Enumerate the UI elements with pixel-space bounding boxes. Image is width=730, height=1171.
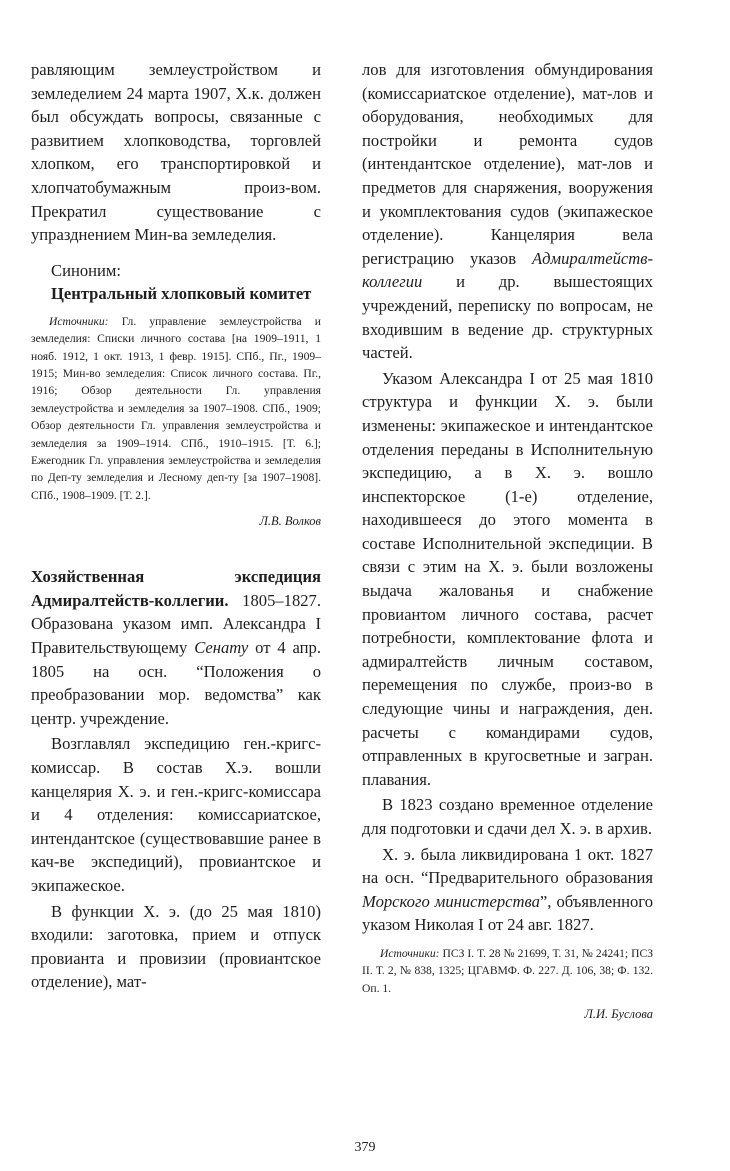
author-signature-1: Л.В. Волков xyxy=(259,514,321,529)
sources-text-2: ПСЗ I. Т. 28 № 21699, Т. 31, № 24241; ПСЗ II. Т. 2, № 838, 1325; ЦГАВМФ. Ф. 227. Д. 106, 38; Ф. 132. Оп. 1. xyxy=(362,946,653,995)
article-entry xyxy=(31,565,321,994)
right-paragraph-4 xyxy=(362,843,653,937)
right-p1-text: лов для изготовления обмундирования (комиссариатское отделение), мат-лов и оборудования, необходимых для постройки и ремонта судов (интендантское отделение), мат-лов и предметов для снаряжения, вооружения и укомплектования судов (экипажеское отделение). Канцелярия вела регистрацию указов xyxy=(362,60,653,268)
synonym-label: Синоним: xyxy=(51,260,121,280)
admiralty-italic: Адмиралтейств-коллегии xyxy=(362,248,653,292)
right-paragraph-2: Указом Александра I от 25 мая 1810 структура и функции Х. э. были изменены: экипажеское и интендантское отделения переданы в Исполнительную экспедицию, а в Х. э. вошло инспекторское (1-е) отделение, находившееся до этого момента в составе Исполнительной экспедиции. В связи с этим на Х. э. были возложены выдача жалованья и снабжение провиантом личного состава, расчет потребности, комплектование флота и адмиралтейств личным составом, перемещения по службе, произ-во в следующие чины и награждения, ден. расчеты с командирами судов, отправленных в кругосветные и загран. плавания. xyxy=(362,368,653,789)
sources-text: Гл. управление землеустройства и земледелия: Списки личного состава [на 1909–1911, 1 нояб. 1912, 1 окт. 1913, 1 февр. 1915]. СПб., Пг., 1909–1915; Мин-во земледелия: Список личного состава. Пг., 1916; Обзор деятельности Гл. управления землеустройства и земледелия за 1907–1908. СПб., 1909; Обзор деятельности Гл. управления землеустройства и земледелия за 1909–1914. СПб., 1910–1915. [Т. 6.]; Ежегодник Гл. управления землеустройства и земледелия по Деп-ту земледелия и Лесному деп-ту [за 1907–1908]. СПб., 1908–1909. [Т. 2.]. xyxy=(31,314,321,502)
sources-label-2: Источники: xyxy=(380,946,440,960)
right-column xyxy=(362,58,653,1022)
right-paragraph-1 xyxy=(362,58,653,365)
entry-title: Хозяйственная экспедиция Адмиралтейств-коллегии. xyxy=(31,567,321,610)
page-number: 379 xyxy=(354,1140,376,1155)
right-paragraph-3: В 1823 создано временное отделение для подготовки и сдачи дел Х. э. в архив. xyxy=(362,795,653,838)
entry-text-cont: от 4 апр. 1805 на осн. “Положения о преобразовании мор. ведомства” как центр. учреждение. xyxy=(31,638,321,728)
right-p4-cont: ”, объявленного указом Николая I от 24 авг. 1827. xyxy=(362,891,653,935)
sources-label: Источники: xyxy=(49,314,109,328)
continuation-paragraph: равляющим землеустройством и земледелием 24 марта 1907, Х.к. должен был обсуждать вопросы, связанные с развитием хлопководства, торговлей хлопком, его транспортировкой и хлопчатобумажным произ-вом. Прекратил существование с упразднением Мин-ва земледелия. xyxy=(31,60,321,245)
sources-block-1 xyxy=(31,313,321,504)
entry-paragraph-2: Возглавлял экспедицию ген.-кригс-комиссар. В состав Х.э. вошли канцелярия Х. э. и ген.-кригс-комиссара и 4 отделения: комиссариатское, интендантское (существовавшие ранее в кач-ве экспедиций), провиантское и экипажеское. xyxy=(31,734,321,895)
senate-italic: Сенату xyxy=(194,638,249,657)
entry-paragraph-1 xyxy=(31,565,321,730)
right-p1-cont: и др. вышестоящих учреждений, переписку по вопросам, не входившим в ведение др. структурных частей. xyxy=(362,272,653,363)
right-p4-text: Х. э. была ликвидирована 1 окт. 1827 на осн. “Предварительного образования xyxy=(362,844,653,888)
left-column xyxy=(31,58,321,994)
entry-paragraph-3: В функции Х. э. (до 25 мая 1810) входили: заготовка, прием и отпуск провианта и провизии (провиантское отделение), мат- xyxy=(31,901,321,992)
sources-block-2 xyxy=(362,945,653,997)
author-signature-2: Л.И. Буслова xyxy=(584,1007,653,1022)
entry-dates-text: 1805–1827. Образована указом имп. Александра I Правительствующему xyxy=(31,590,321,657)
ministry-italic: Морского министерства xyxy=(362,891,540,911)
synonym-term: Центральный хлопковый комитет xyxy=(51,283,312,303)
